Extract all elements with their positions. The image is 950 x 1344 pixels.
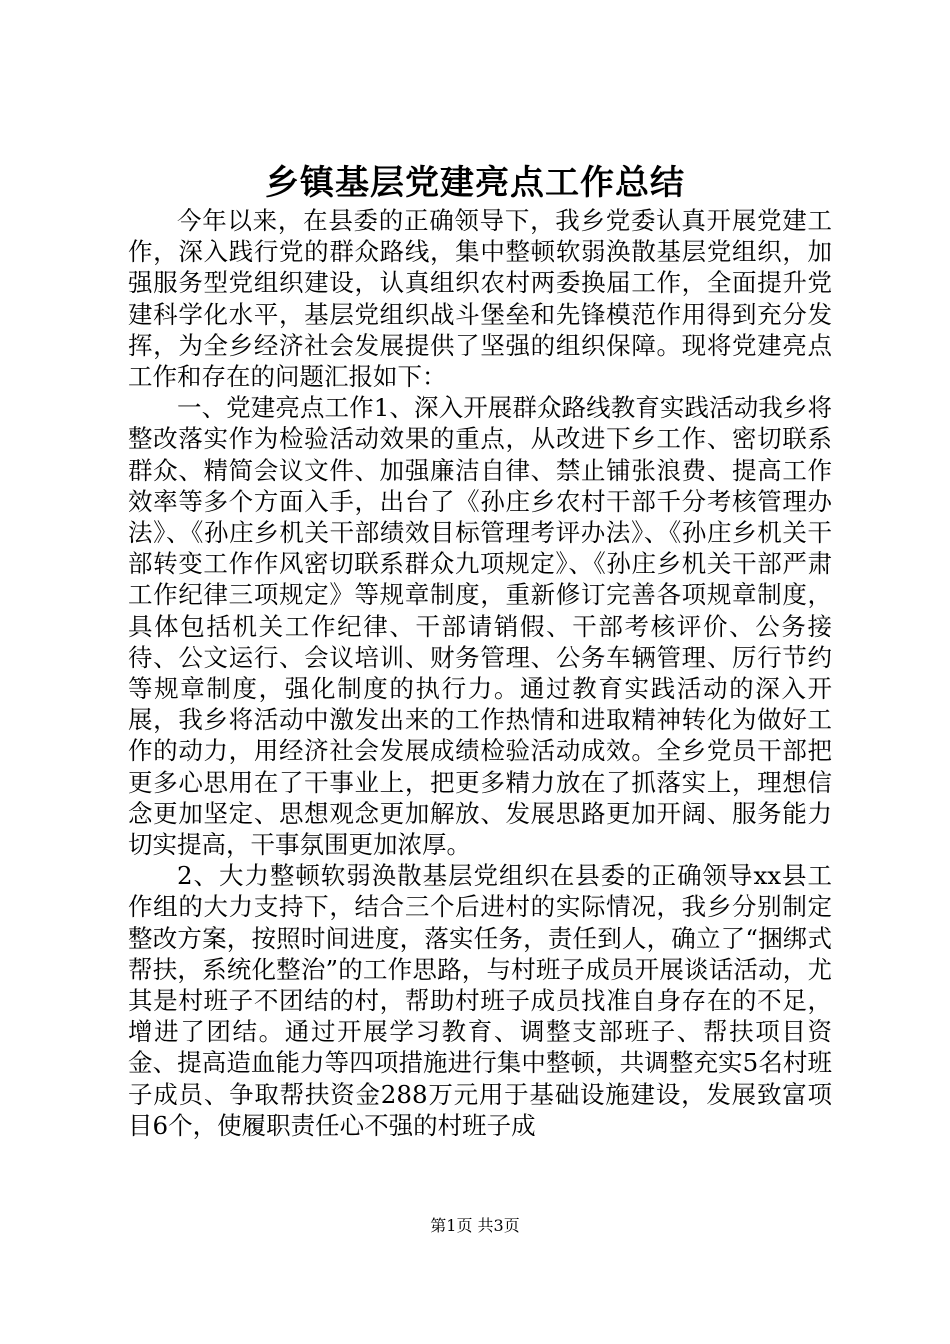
- page-title: 乡镇基层党建亮点工作总结: [265, 163, 685, 203]
- paragraph-section-1: 一、党建亮点工作1、深入开展群众路线教育实践活动我乡将整改落实作为检验活动效果的重点，从改进下乡工作、密切联系群众、精简会议文件、加强廉洁自律、禁止铺张浪费、提高工作效率等多个方面入手，出台了《孙庄乡农村干部千分考核管理办法》、《孙庄乡机关干部绩效目标管理考评办法》、《孙庄乡机关干部转变工作作风密切联系群众九项规定》、《孙庄乡机关干部严肃工作纪律三项规定》等规章制度，重新修订完善各项规章制度，具体包括机关工作纪律、干部请销假、干部考核评价、公务接待、公文运行、会议培训、财务管理、公务车辆管理、厉行节约等规章制度，强化制度的执行力。通过教育实践活动的深入开展，我乡将活动中激发出来的工作热情和进取精神转化为做好工作的动力，用经济社会发展成绩检验活动成效。全乡党员干部把更多心思用在了干事业上，把更多精力放在了抓落实上，理想信念更加坚定、思想观念更加解放、发展思路更加开阔、服务能力切实提高，干事氛围更加浓厚。: [128, 393, 832, 860]
- document-body: [128, 205, 832, 1141]
- paragraph-intro: 今年以来，在县委的正确领导下，我乡党委认真开展党建工作，深入践行党的群众路线，集中整顿软弱涣散基层党组织，加强服务型党组织建设，认真组织农村两委换届工作，全面提升党建科学化水平，基层党组织战斗堡垒和先锋模范作用得到充分发挥，为全乡经济社会发展提供了坚强的组织保障。现将党建亮点工作和存在的问题汇报如下：: [128, 206, 832, 392]
- paragraph-section-2: 2、大力整顿软弱涣散基层党组织在县委的正确领导xx县工作组的大力支持下，结合三个后进村的实际情况，我乡分别制定整改方案，按照时间进度，落实任务，责任到人，确立了“捆绑式帮扶，系统化整治”的工作思路，与村班子成员开展谈话活动，尤其是村班子不团结的村，帮助村班子成员找准自身存在的不足，增进了团结。通过开展学习教育、调整支部班子、帮扶项目资金、提高造血能力等四项措施进行集中整顿，共调整充实5名村班子成员、争取帮扶资金288万元用于基础设施建设，发展致富项目6个，使履职责任心不强的村班子成: [128, 861, 832, 1140]
- page-number-footer: 第1页 共3页: [430, 1216, 520, 1235]
